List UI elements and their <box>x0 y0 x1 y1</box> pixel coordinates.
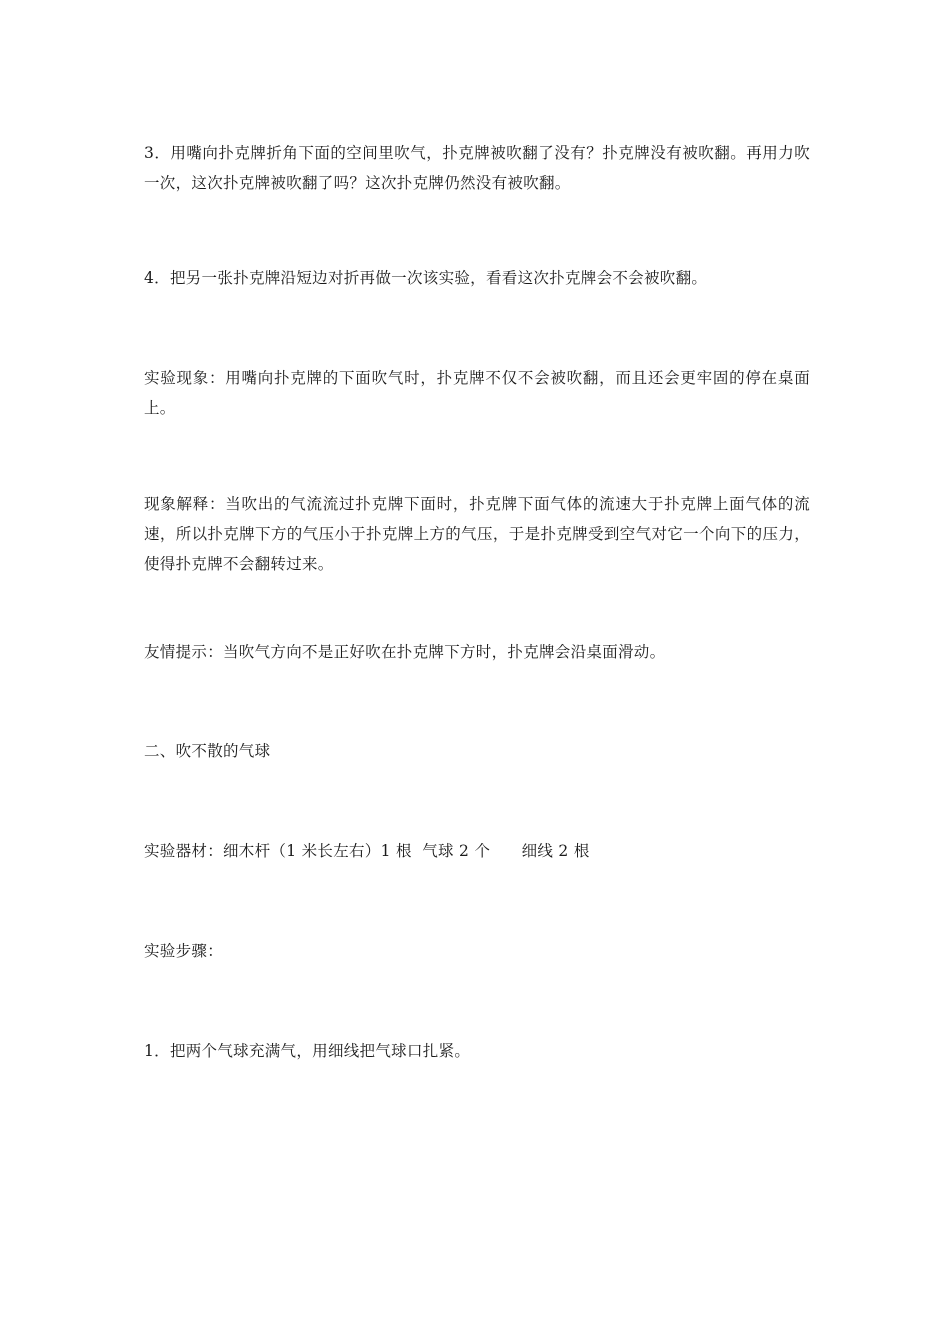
step-1-paragraph: 1．把两个气球充满气，用细线把气球口扎紧。 <box>144 1042 471 1060</box>
explanation-paragraph: 现象解释：当吹出的气流流过扑克牌下面时，扑克牌下面气体的流速大于扑克牌上面气体的流速，所以扑克牌下方的气压小于扑克牌上方的气压，于是扑克牌受到空气对它一个向下的压力，使得扑克牌不会翻转过来。 <box>144 495 810 573</box>
step-3-paragraph: 3．用嘴向扑克牌折角下面的空间里吹气，扑克牌被吹翻了没有？扑克牌没有被吹翻。再用力吹一次，这次扑克牌被吹翻了吗？这次扑克牌仍然没有被吹翻。 <box>144 144 810 192</box>
tip-paragraph: 友情提示：当吹气方向不是正好吹在扑克牌下方时，扑克牌会沿桌面滑动。 <box>144 643 666 661</box>
phenomenon-paragraph: 实验现象：用嘴向扑克牌的下面吹气时，扑克牌不仅不会被吹翻，而且还会更牢固的停在桌面上。 <box>144 369 810 417</box>
step-4-paragraph: 4．把另一张扑克牌沿短边对折再做一次该实验，看看这次扑克牌会不会被吹翻。 <box>144 269 708 287</box>
materials-paragraph: 实验器材：细木杆（1 米长左右）1 根 气球 2 个 细线 2 根 <box>144 842 590 860</box>
steps-heading: 实验步骤： <box>144 942 224 960</box>
section-heading: 二、吹不散的气球 <box>144 742 271 760</box>
